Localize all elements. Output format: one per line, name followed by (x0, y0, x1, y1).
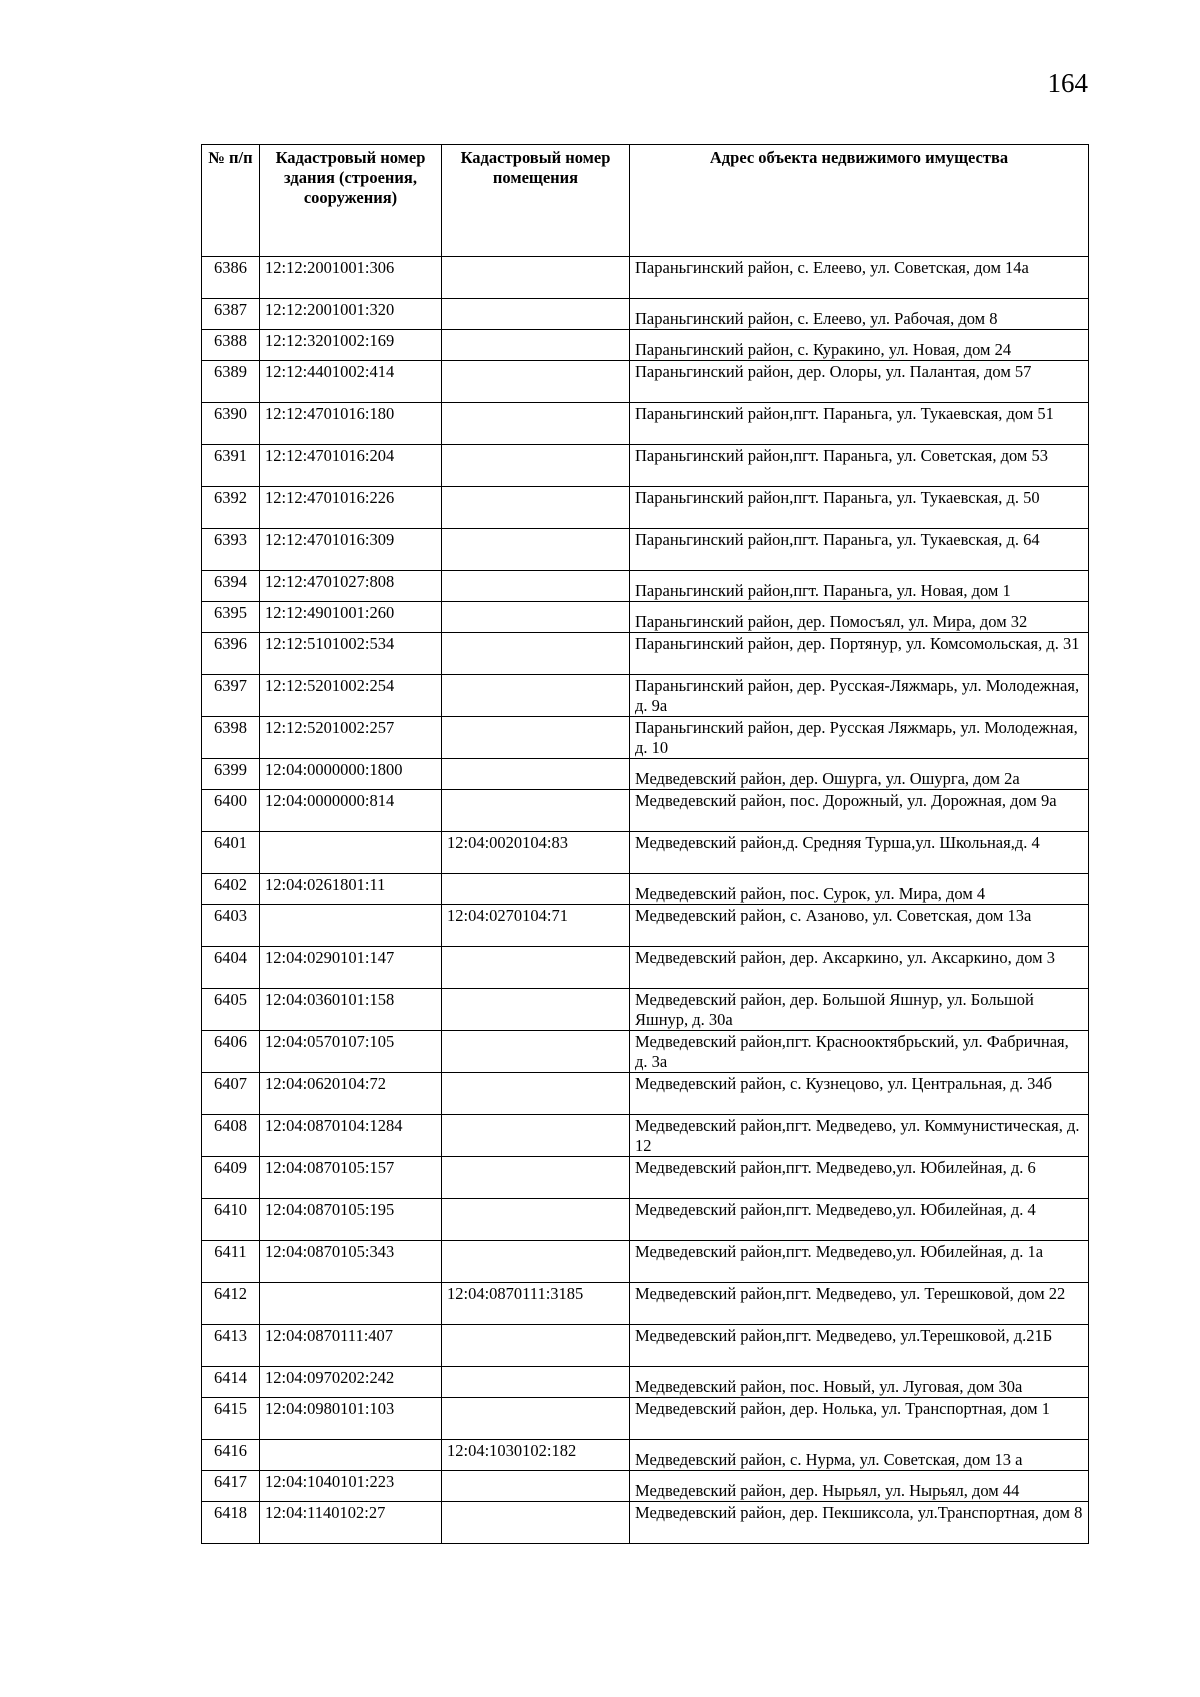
row-number-cell: 6400 (202, 790, 260, 832)
room-cadastral-cell (442, 1502, 630, 1544)
address-cell: Медведевский район,пгт. Медведево, ул. Терешковой, дом 22 (630, 1283, 1089, 1325)
table-row (202, 832, 1089, 874)
building-cadastral-cell: 12:04:1040101:223 (260, 1471, 442, 1502)
building-cadastral-cell: 12:12:5201002:257 (260, 717, 442, 759)
room-cadastral-cell (442, 1115, 630, 1157)
table-row (202, 1325, 1089, 1367)
room-cadastral-cell (442, 675, 630, 717)
table-row (202, 445, 1089, 487)
row-number-cell: 6402 (202, 874, 260, 905)
building-cadastral-cell: 12:12:4701016:309 (260, 529, 442, 571)
address-cell: Параньгинский район, дер. Олоры, ул. Палантая, дом 57 (630, 361, 1089, 403)
building-cadastral-cell: 12:04:0870105:157 (260, 1157, 442, 1199)
table-row (202, 947, 1089, 989)
table-row (202, 299, 1089, 330)
building-cadastral-cell (260, 832, 442, 874)
row-number-cell: 6410 (202, 1199, 260, 1241)
table-row (202, 602, 1089, 633)
row-number-cell: 6407 (202, 1073, 260, 1115)
table-row (202, 633, 1089, 675)
room-cadastral-cell (442, 1031, 630, 1073)
row-number-cell: 6397 (202, 675, 260, 717)
room-cadastral-cell (442, 1157, 630, 1199)
row-number-cell: 6418 (202, 1502, 260, 1544)
room-cadastral-cell (442, 529, 630, 571)
building-cadastral-cell: 12:04:1140102:27 (260, 1502, 442, 1544)
table-row (202, 1471, 1089, 1502)
table-row (202, 1241, 1089, 1283)
row-number-cell: 6396 (202, 633, 260, 675)
row-number-cell: 6406 (202, 1031, 260, 1073)
address-cell: Медведевский район,пгт. Медведево,ул. Юбилейная, д. 4 (630, 1199, 1089, 1241)
building-cadastral-cell (260, 905, 442, 947)
row-number-cell: 6395 (202, 602, 260, 633)
row-number-cell: 6399 (202, 759, 260, 790)
address-cell: Параньгинский район, с. Елеево, ул. Рабочая, дом 8 (630, 299, 1089, 330)
room-cadastral-cell (442, 361, 630, 403)
table-row (202, 759, 1089, 790)
address-cell: Медведевский район,пгт. Медведево, ул. Коммунистическая, д. 12 (630, 1115, 1089, 1157)
table-body (202, 257, 1089, 1544)
room-cadastral-cell (442, 299, 630, 330)
room-cadastral-cell (442, 1398, 630, 1440)
building-cadastral-cell: 12:04:0870105:195 (260, 1199, 442, 1241)
table-row (202, 487, 1089, 529)
row-number-cell: 6390 (202, 403, 260, 445)
table-row (202, 1367, 1089, 1398)
address-cell: Параньгинский район, дер. Русская-Ляжмарь, ул. Молодежная, д. 9а (630, 675, 1089, 717)
row-number-cell: 6412 (202, 1283, 260, 1325)
header-num: № п/п (202, 145, 260, 257)
table-row (202, 1157, 1089, 1199)
row-number-cell: 6401 (202, 832, 260, 874)
room-cadastral-cell (442, 989, 630, 1031)
building-cadastral-cell: 12:12:2001001:320 (260, 299, 442, 330)
address-cell: Медведевский район, дер. Нырьял, ул. Нырьял, дом 44 (630, 1471, 1089, 1502)
table-row (202, 1199, 1089, 1241)
room-cadastral-cell: 12:04:0270104:71 (442, 905, 630, 947)
room-cadastral-cell (442, 947, 630, 989)
address-cell: Параньгинский район, дер. Помосъял, ул. Мира, дом 32 (630, 602, 1089, 633)
building-cadastral-cell: 12:04:0980101:103 (260, 1398, 442, 1440)
row-number-cell: 6411 (202, 1241, 260, 1283)
building-cadastral-cell: 12:12:4701016:180 (260, 403, 442, 445)
header-building-cadastral: Кадастровый номер здания (строения, сооружения) (260, 145, 442, 257)
table-row (202, 330, 1089, 361)
row-number-cell: 6417 (202, 1471, 260, 1502)
building-cadastral-cell: 12:04:0290101:147 (260, 947, 442, 989)
building-cadastral-cell: 12:04:0261801:11 (260, 874, 442, 905)
table-header (202, 145, 1089, 257)
building-cadastral-cell: 12:04:0000000:814 (260, 790, 442, 832)
address-cell: Параньгинский район, дер. Русская Ляжмарь, ул. Молодежная, д. 10 (630, 717, 1089, 759)
building-cadastral-cell: 12:12:2001001:306 (260, 257, 442, 299)
table-row (202, 1398, 1089, 1440)
room-cadastral-cell (442, 1325, 630, 1367)
room-cadastral-cell (442, 487, 630, 529)
address-cell: Параньгинский район,пгт. Параньга, ул. Новая, дом 1 (630, 571, 1089, 602)
address-cell: Медведевский район, дер. Аксаркино, ул. Аксаркино, дом 3 (630, 947, 1089, 989)
address-cell: Параньгинский район,пгт. Параньга, ул. Тукаевская, дом 51 (630, 403, 1089, 445)
building-cadastral-cell: 12:12:4701016:204 (260, 445, 442, 487)
row-number-cell: 6393 (202, 529, 260, 571)
address-cell: Медведевский район, пос. Новый, ул. Луговая, дом 30а (630, 1367, 1089, 1398)
room-cadastral-cell (442, 1199, 630, 1241)
building-cadastral-cell: 12:12:4701016:226 (260, 487, 442, 529)
address-cell: Медведевский район, с. Нурма, ул. Советская, дом 13 а (630, 1440, 1089, 1471)
room-cadastral-cell (442, 571, 630, 602)
building-cadastral-cell: 12:04:0970202:242 (260, 1367, 442, 1398)
address-cell: Параньгинский район,пгт. Параньга, ул. Советская, дом 53 (630, 445, 1089, 487)
table-row (202, 403, 1089, 445)
row-number-cell: 6391 (202, 445, 260, 487)
building-cadastral-cell: 12:12:5101002:534 (260, 633, 442, 675)
building-cadastral-cell: 12:12:4901001:260 (260, 602, 442, 633)
row-number-cell: 6413 (202, 1325, 260, 1367)
row-number-cell: 6414 (202, 1367, 260, 1398)
address-cell: Медведевский район,пгт. Медведево,ул. Юбилейная, д. 1а (630, 1241, 1089, 1283)
address-cell: Медведевский район, дер. Нолька, ул. Транспортная, дом 1 (630, 1398, 1089, 1440)
table-row (202, 571, 1089, 602)
table-row (202, 529, 1089, 571)
row-number-cell: 6408 (202, 1115, 260, 1157)
room-cadastral-cell (442, 257, 630, 299)
room-cadastral-cell (442, 874, 630, 905)
room-cadastral-cell: 12:04:0020104:83 (442, 832, 630, 874)
row-number-cell: 6389 (202, 361, 260, 403)
table-row (202, 675, 1089, 717)
row-number-cell: 6387 (202, 299, 260, 330)
table-row (202, 717, 1089, 759)
table-row (202, 361, 1089, 403)
building-cadastral-cell: 12:12:4401002:414 (260, 361, 442, 403)
address-cell: Медведевский район, с. Азаново, ул. Советская, дом 13а (630, 905, 1089, 947)
address-cell: Медведевский район,д. Средняя Турша,ул. Школьная,д. 4 (630, 832, 1089, 874)
room-cadastral-cell: 12:04:1030102:182 (442, 1440, 630, 1471)
room-cadastral-cell (442, 633, 630, 675)
row-number-cell: 6405 (202, 989, 260, 1031)
table-row (202, 1073, 1089, 1115)
table-row (202, 905, 1089, 947)
address-cell: Медведевский район,пгт. Медведево, ул.Терешковой, д.21Б (630, 1325, 1089, 1367)
table-row (202, 1031, 1089, 1073)
room-cadastral-cell (442, 790, 630, 832)
table-row (202, 257, 1089, 299)
row-number-cell: 6404 (202, 947, 260, 989)
row-number-cell: 6416 (202, 1440, 260, 1471)
row-number-cell: 6398 (202, 717, 260, 759)
address-cell: Медведевский район,пгт. Медведево,ул. Юбилейная, д. 6 (630, 1157, 1089, 1199)
building-cadastral-cell: 12:04:0360101:158 (260, 989, 442, 1031)
row-number-cell: 6403 (202, 905, 260, 947)
room-cadastral-cell (442, 717, 630, 759)
room-cadastral-cell (442, 1367, 630, 1398)
header-room-cadastral: Кадастровый номер помещения (442, 145, 630, 257)
row-number-cell: 6409 (202, 1157, 260, 1199)
building-cadastral-cell: 12:12:3201002:169 (260, 330, 442, 361)
address-cell: Медведевский район, дер. Пекшиксола, ул.Транспортная, дом 8 (630, 1502, 1089, 1544)
address-cell: Медведевский район, пос. Дорожный, ул. Дорожная, дом 9а (630, 790, 1089, 832)
building-cadastral-cell: 12:04:0870104:1284 (260, 1115, 442, 1157)
address-cell: Параньгинский район,пгт. Параньга, ул. Тукаевская, д. 50 (630, 487, 1089, 529)
row-number-cell: 6415 (202, 1398, 260, 1440)
building-cadastral-cell: 12:04:0870111:407 (260, 1325, 442, 1367)
table-row (202, 1283, 1089, 1325)
table-row (202, 989, 1089, 1031)
address-cell: Параньгинский район, с. Елеево, ул. Советская, дом 14а (630, 257, 1089, 299)
header-row (202, 145, 1089, 257)
room-cadastral-cell (442, 602, 630, 633)
building-cadastral-cell: 12:04:0870105:343 (260, 1241, 442, 1283)
room-cadastral-cell (442, 445, 630, 487)
address-cell: Параньгинский район, дер. Портянур, ул. Комсомольская, д. 31 (630, 633, 1089, 675)
address-cell: Параньгинский район, с. Куракино, ул. Новая, дом 24 (630, 330, 1089, 361)
row-number-cell: 6388 (202, 330, 260, 361)
room-cadastral-cell: 12:04:0870111:3185 (442, 1283, 630, 1325)
page-number: 164 (1047, 68, 1088, 98)
table-row (202, 1502, 1089, 1544)
table-row (202, 790, 1089, 832)
room-cadastral-cell (442, 1073, 630, 1115)
building-cadastral-cell (260, 1283, 442, 1325)
header-address: Адрес объекта недвижимого имущества (630, 145, 1089, 257)
room-cadastral-cell (442, 759, 630, 790)
address-cell: Медведевский район,пгт. Краснооктябрьский, ул. Фабричная, д. 3а (630, 1031, 1089, 1073)
row-number-cell: 6392 (202, 487, 260, 529)
address-cell: Медведевский район, дер. Большой Яшнур, ул. Большой Яшнур, д. 30а (630, 989, 1089, 1031)
room-cadastral-cell (442, 403, 630, 445)
building-cadastral-cell: 12:04:0620104:72 (260, 1073, 442, 1115)
building-cadastral-cell: 12:04:0000000:1800 (260, 759, 442, 790)
table-row (202, 874, 1089, 905)
table-row (202, 1115, 1089, 1157)
address-cell: Медведевский район, с. Кузнецово, ул. Центральная, д. 34б (630, 1073, 1089, 1115)
building-cadastral-cell (260, 1440, 442, 1471)
building-cadastral-cell: 12:12:5201002:254 (260, 675, 442, 717)
room-cadastral-cell (442, 1471, 630, 1502)
address-cell: Медведевский район, пос. Сурок, ул. Мира, дом 4 (630, 874, 1089, 905)
room-cadastral-cell (442, 330, 630, 361)
address-cell: Медведевский район, дер. Ошурга, ул. Ошурга, дом 2а (630, 759, 1089, 790)
building-cadastral-cell: 12:12:4701027:808 (260, 571, 442, 602)
property-registry-table (201, 144, 1089, 1544)
row-number-cell: 6386 (202, 257, 260, 299)
room-cadastral-cell (442, 1241, 630, 1283)
row-number-cell: 6394 (202, 571, 260, 602)
table-row (202, 1440, 1089, 1471)
address-cell: Параньгинский район,пгт. Параньга, ул. Тукаевская, д. 64 (630, 529, 1089, 571)
building-cadastral-cell: 12:04:0570107:105 (260, 1031, 442, 1073)
